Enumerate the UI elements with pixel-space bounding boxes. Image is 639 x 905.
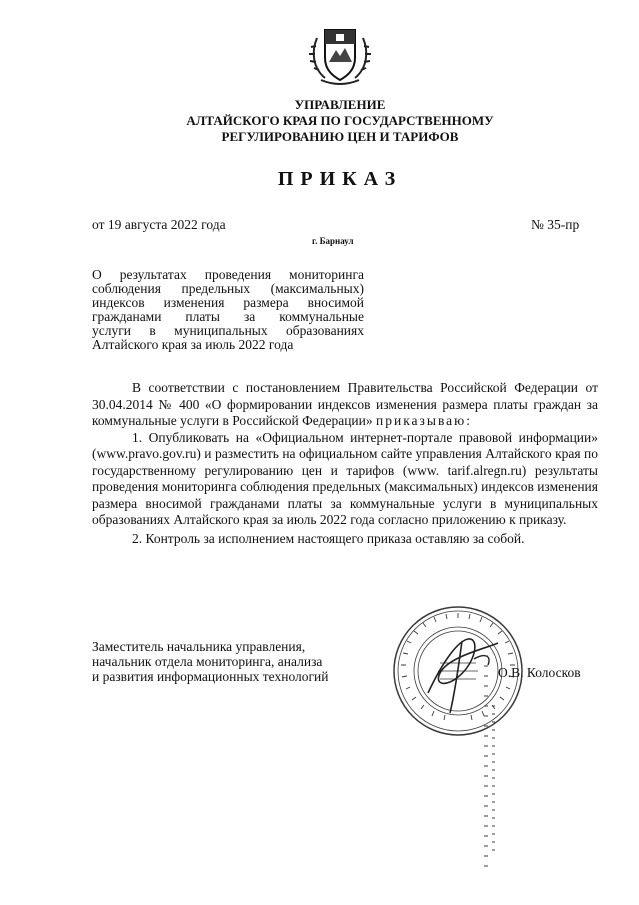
subject-line: О результатах проведения мониторинга [92,267,364,282]
authority-line-2: АЛТАЙСКОГО КРАЯ ПО ГОСУДАРСТВЕННОМУ [186,113,494,128]
signatory-name: О.В. Колосков [498,665,581,680]
position-line-2: начальник отдела мониторинга, анализа [92,654,323,669]
order-item-1: 1. Опубликовать на «Официальном интернет-портале правовой информации» (www.pravo.gov.ru) и разместить на официальном сайте управления Алтайского края по государственному регулированию цен и тарифов (www. tarif.alregn.ru) результаты проведения мониторинга соблюдения предельных (максимальных) индексов изменения размера вносимой гражданами платы за коммунальные услуги в муниципальных образованиях Алтайского края за июль 2022 года согласно приложению к приказу. [92,429,598,527]
preamble-text: В соответствии с постановлением Правительства Российской Федерации от 30.04.2014 № 400 «О формировании индексов изменения размера платы граждан за коммунальные услуги в Российской Федерации» [92,380,598,428]
preamble-paragraph [92,380,598,430]
subject-line: соблюдения предельных (максимальных) [92,281,364,296]
position-line-3: и развития информационных технологий [92,669,329,684]
document-subject [92,268,364,352]
document-date: от 19 августа 2022 года [92,217,226,232]
issuing-authority [150,97,530,145]
altai-krai-coat-of-arms-icon [305,18,375,88]
document-title: ПРИКАЗ [277,168,403,190]
subject-line: услуги в муниципальных образованиях [92,323,364,338]
authority-line-1: УПРАВЛЕНИЕ [294,97,386,112]
order-item-2: 2. Контроль за исполнением настоящего приказа оставляю за собой. [132,530,525,546]
subject-line: Алтайского края за июль 2022 года [92,337,294,352]
authority-line-3: РЕГУЛИРОВАНИЮ ЦЕН И ТАРИФОВ [221,129,459,144]
subject-line: гражданами платы за коммунальные [92,309,364,324]
order-action-word: приказываю: [376,413,472,428]
signatory-position [92,639,329,684]
document-number: № 35-пр [531,217,580,232]
position-line-1: Заместитель начальника управления, [92,639,306,654]
document-body [92,380,598,547]
document-city: г. Барнаул [312,236,354,246]
subject-line: индексов изменения размера вносимой [92,295,364,310]
